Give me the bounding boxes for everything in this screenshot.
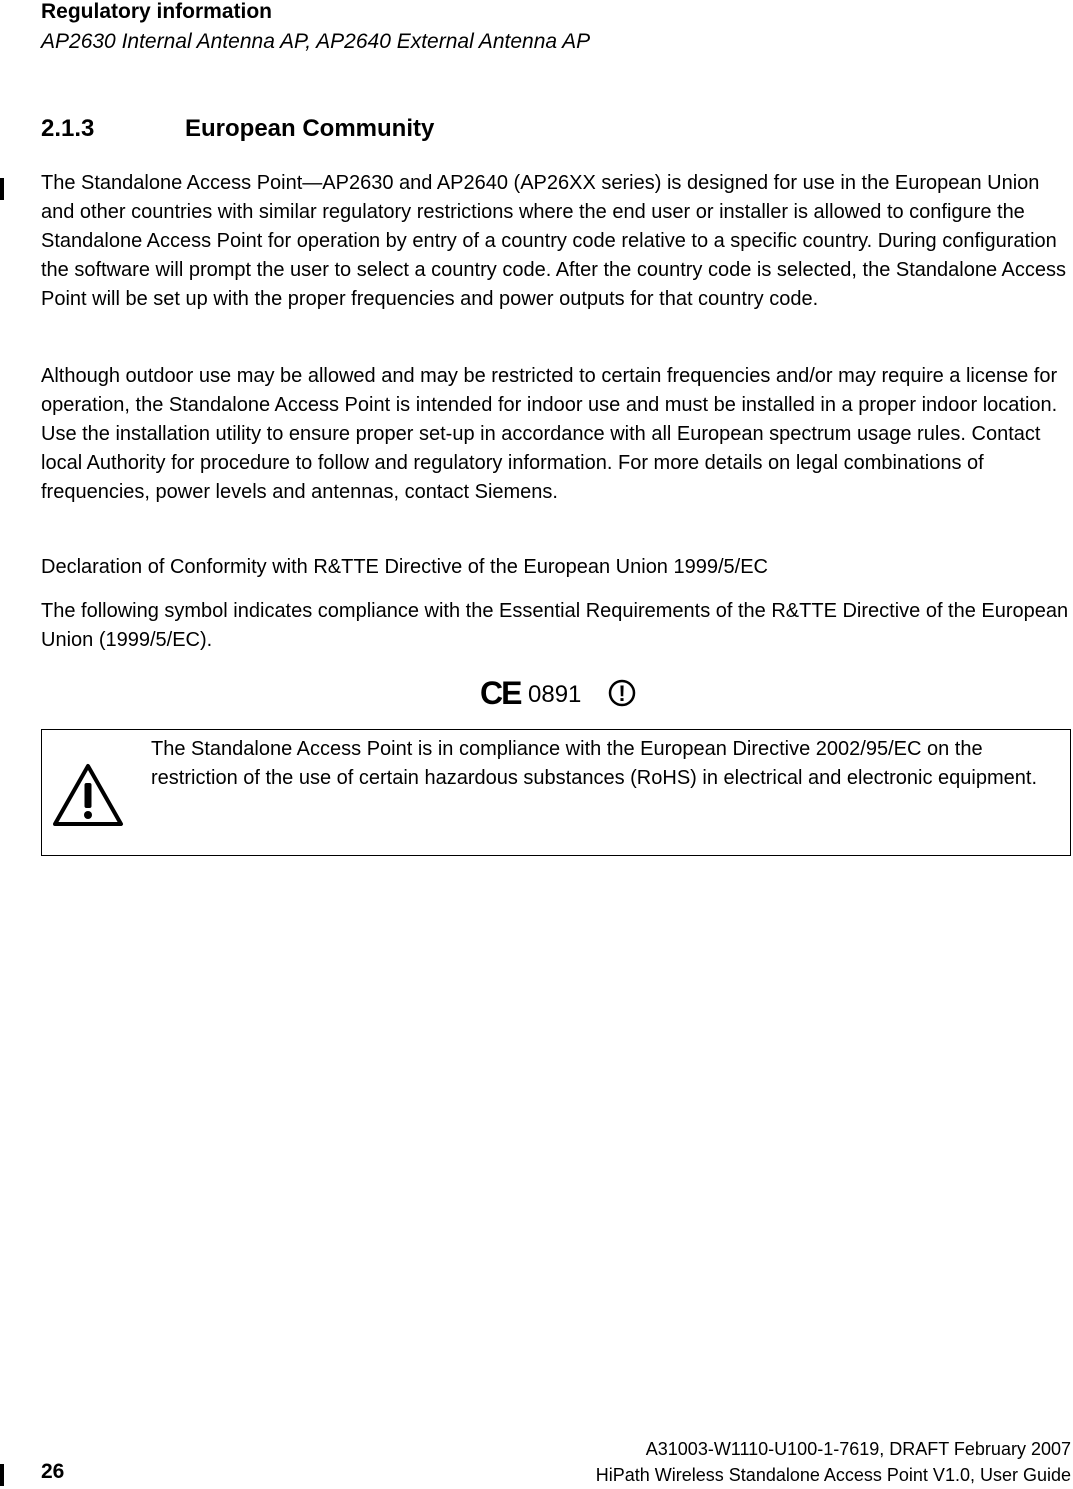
section-title: European Community: [185, 115, 435, 142]
header-title: Regulatory information: [41, 0, 273, 23]
ce-mark-svg: [478, 674, 638, 712]
paragraph: Declaration of Conformity with R&TTE Directive of the European Union 1999/5/EC: [41, 556, 769, 578]
section-number: 2.1.3: [41, 115, 95, 142]
paragraph-intro: [41, 169, 1071, 314]
header-subtitle: AP2630 Internal Antenna AP, AP2640 External Antenna AP: [41, 30, 591, 53]
paragraph-declaration: [41, 553, 1071, 582]
ce-number: 0891: [528, 681, 582, 708]
note-text: The Standalone Access Point is in compliance with the European Directive 2002/95/EC on the restriction of the use of certain hazardous substances (RoHS) in electrical and electronic equipment.: [151, 738, 1038, 789]
alert-glyph: !: [618, 681, 626, 706]
footer-doc-id: A31003-W1110-U100-1-7619, DRAFT February 2007: [645, 1439, 1071, 1459]
paragraph-symbol: [41, 597, 1071, 655]
section-heading: [41, 113, 434, 145]
change-bar: [0, 178, 4, 200]
change-bar: [0, 1464, 4, 1486]
paragraph: Although outdoor use may be allowed and may be restricted to certain frequencies and/or may require a license for operation, the Standalone Access Point is intended for indoor use and must be installed in a proper indoor location. Use the installation utility to ensure proper set-up in accordance with all European spectrum usage rules. Contact local Authority for procedure to follow and regulatory information. For more details on legal combinations of frequencies, power levels and antennas, contact Siemens.: [41, 365, 1058, 503]
ce-mark-icon: [478, 674, 638, 717]
paragraph: The following symbol indicates compliance with the Essential Requirements of the R&TTE Directive of the European Union (1999/5/EC).: [41, 600, 1069, 651]
footer-docinfo: [596, 1436, 1071, 1488]
footer-doc-title: HiPath Wireless Standalone Access Point V1.0, User Guide: [595, 1465, 1071, 1485]
warning-icon: [52, 763, 124, 832]
page-number: 26: [41, 1460, 65, 1483]
paragraph: The Standalone Access Point—AP2630 and AP2640 (AP26XX series) is designed for use in the European Union and other countries with similar regulatory restrictions where the end user or installer is allowed to configure the Standalone Access Point for operation by entry of a country code relative to a specific country. During configuration the software will prompt the user to select a country code. After the country code is selected, the Standalone Access Point will be set up with the proper frequencies and power outputs for that country code.: [41, 172, 1066, 310]
ce-letters: CE: [480, 675, 521, 711]
page-header: [41, 0, 590, 55]
paragraph-outdoor-use: [41, 362, 1071, 507]
